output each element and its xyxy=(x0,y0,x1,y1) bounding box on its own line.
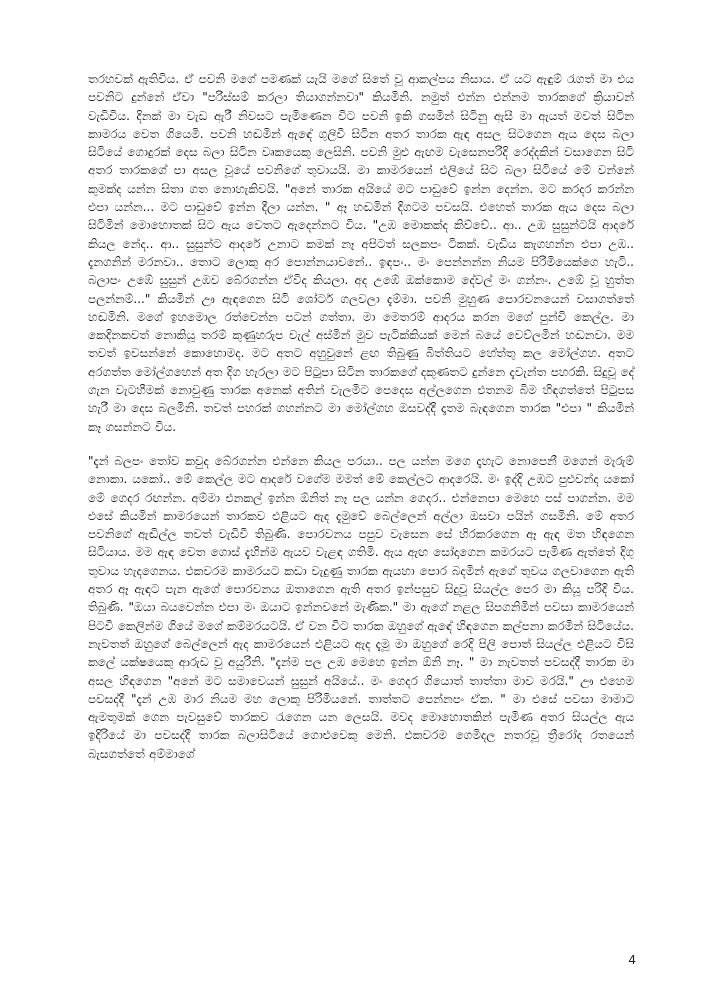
page-number: 4 xyxy=(628,953,636,967)
paragraph: තරහවක් ඇතිවිය. ඒ පවනි මගේ පමණක් යැයි මගේ සිතේ වූ ආකල්පය නිසාය. ඒ යට ඇඳුම් රැගත් මා එය පවනිට දුන්නේ ඒවා "පරිස්සම් කරලා තියාගන්නවා" කියමිනි. නමුත් එන්න එන්නම තාරකගේ ක්‍රියාවන් වැඩිවිය. දිනක් මා වැඩ ඇරී නිවසට පැමිණෙන විට පවනි ඉකි ගසමින් සිටිනු ඇසී මා ඇයත් මවත් සිටින කාමරය වෙත ගියෙමි. පවනි හඬමින් ඇඳේ ගුලිවී සිටින අතර තාරක ඇඳ අසල සිටගෙන ඇය දෙස බලා සිටියේ ගොදුරක් දෙස බලා සිටින වෘකයෙකු ලෙසිනි. පවනි මුළු ඇඟම වැසෙනපරිදි රෙද්දකින් වසාගෙන සිටි අතර තාරකගේ පා අසල වූයේ පවනිගේ තුවායයි. මා කාමරයෙන් එලියේ සිට බලා සිටියේ මේ වන්නේ කුමක්ද යන්න සිතා ගත නොහැකිවයි. "අනේ තාරක අයියේ මට පාඩුවේ ඉන්න දෙන්න. මට කරදර කරන්න එපා යන්න... මට පාඩුවේ ඉන්න දීලා යන්න. " ඈ හඬමින් දිගටම පවසයි. එහෙත් තාරක ඇය දෙස බලා සිටිමින් මොහොතක් සිට ඇය වෙතට ඇදෙන්නට විය. "උඹ මොකක්ද කිව්වේ.. ආ.. උඹ සුසුන්ටයි ආදරේ කියල නේද.. ආ.. සුසුන්ට ආදරේ උනාට කමක් නෑ අපිටත් සලකපං ටිකක්. වැඩිය කැගහන්න එපා උඹ.. දැනගනින් මරනවා.. තොට ලොකු අර පොන්නයාවනේ.. ඉඳපං.. මං පෙන්නන්න නියම පිරිමියෙක්ගෙ හැටි.. බලාපං උඹේ සුසුන් උඹව බේරගන්න ඒවිද කියලා. අද උඹේ ඔක්කොම දේවල් මං ගන්නං. උඹේ වූ හුත්ත පලන්නම්..." කියමින් ඌ ඇඳගෙන සිටි ශෝර්ට ගලවලා දැම්මා. පවනි මුහුණ පොරවනයෙන් වසාගත්තේ හඬමිනි. මගේ ඉහමොල රත්වෙන්න පටන් ගත්තා. මා මෙතරම් ආදරය කරන මගේ පුන්චි කෙල්ල. මා කෙදිනකවත් නොකියූ තරම් කුණුහරුප වැල් අස්මින් මුව පැටික්කියක් මෙන් බයේ වෙව්ලමින් හඬනවා. මම තවත් ඉවසන්නේ කොහොමද. මට අතට අහුවුනේ ළඟ තිබුණු බිත්තියට හේත්තු කල මෝල්ගහ. අතට අරගත්ත මෝල්ගහෙන් අත දිග හැරලා මට පිටුපා සිටින තාරකගේ දකුණතට දුන්නෙ දැවැන්ත පහරකි. සිදුවූ දේ ගැන වැටහීමක් නොවුණු තාරක අනෙක් අතින් වැලමිට පෙදෙස අල්ලගෙන එතනම බිම හිඳගත්තේ පිටුපස හැරී මා දෙස බලමිනි. තවත් පහරක් ගහන්නට මා මෝල්ගහ ඔසවද්දී දෑතම බැඳගෙන තාරක "එපා " කියමින් කෑ ගසන්නට විය. xyxy=(88,72,634,434)
paragraph: "දැන් බලපං තෝව කවුද බේරගන්න එන්නෙ කියල පරයා.. පල යන්න මගෙ දැහැට නොපෙනී මගෙන් මැරුම් නොකා. යකෝ.. මේ කෙල්ල මට ආදරේ වගේම මමත් මේ කෙල්ලට ආදරෙයි. මං ඉද්දි උඹට පුළුවන්ද යකෝ මේ ගෙදර රඟන්න. අම්මා එනකල් ඉන්න ඕනිත් නෑ පල යන්න ගෙදර.. එන්නෙපා මෙහෙ පස් පාගන්න. මම එසේ කියමින් කාමරයෙන් තාරකව එළියට ඇද දැමුවේ බෙල්ලෙන් අල්ලා ඔසවා පයින් ගසමිනි. මේ අතර පවනිගේ ඇඬිල්ල තවත් වැඩිවී තිබුණි. පොරවනය පපුව වැසෙන සේ හිරකරගෙන ඈ ඇඳ මත හිඳගෙන සිටියාය. මම ඇඳ වෙත ගොස් දැහින්ම ඇයව වැළඳ ගතිමි. ඇය ඇඟ සෝදාගෙන කමරයට පැමිණ ඇත්තේ දිගු තුවාය හැදගෙනය. එකවරම කාමරයට කඩා වැදුණු තාරක ඇයහා පොර බදමින් ඇගේ තුවය ගලවාගෙන ඇති අතර ඈ ඇඳට පැන ඇගේ පොරවනය ඔතාගෙන ඇති අතර ඉන්පසුව සිදුවූ සියල්ල පෙර මා කියූ පරිදි විය. තිබුණි. "ඔයා බයවෙන්න එපා මං ඔයාට ඉන්නවනේ මැණික." මා ඇගේ නළල සිපගනිමින් පවසා කාමරයෙන් පිටවී කෙලින්ම ගියේ මගේ කම්මරයටයි. ඒ වන විට තාරක ඔහුගේ ඇඳේ හිඳගෙන කල්පනා කරමින් සිටියේය. නැවතත් ඔහුගේ බෙල්ලෙන් ඇද කාමරයෙන් එළියට ඇද දැමූ මා ඔහුගේ රෙදි පිලි පොත් සියල්ල එළියට විසි කලේ යක්ෂයෙකු ආරුඩ වූ අයුරිනි. "දැන්ම පල උඹ මෙහෙ ඉන්න ඕනි නෑ. " මා නැවතත් පවසද්දී තාරක මා අසල හිඳගෙන "අනේ මට සමාවෙයන් සුසුන් අයියේ.. මං ගෙදර ගියොත් තාත්තා මාව මරයි." ඌ එහෙම පවසද්දී "දැන් උඹ මාර නියම මහ ලොකු පිරිමියනේ. තාත්තට පෙන්නපං ඒක. " මා එසේ පවසා මාමාට ඇමතුමක් ගෙන පැවසුවේ තාරකව රැගෙන යන ලෙසයි. මවද මොහොතකින් පැමිණ අතර සියල්ල ඇය ඉදිරියේ මා පවසද්දී තාරක බලාසිටියේ ගොළුවෙකු මෙනි. එකවරම ගෙමිදල නතරවූ ත්‍රීරෝද රතයෙන් බැසගත්තේ අම්මාගේ xyxy=(88,453,634,761)
document-body xyxy=(88,70,634,763)
